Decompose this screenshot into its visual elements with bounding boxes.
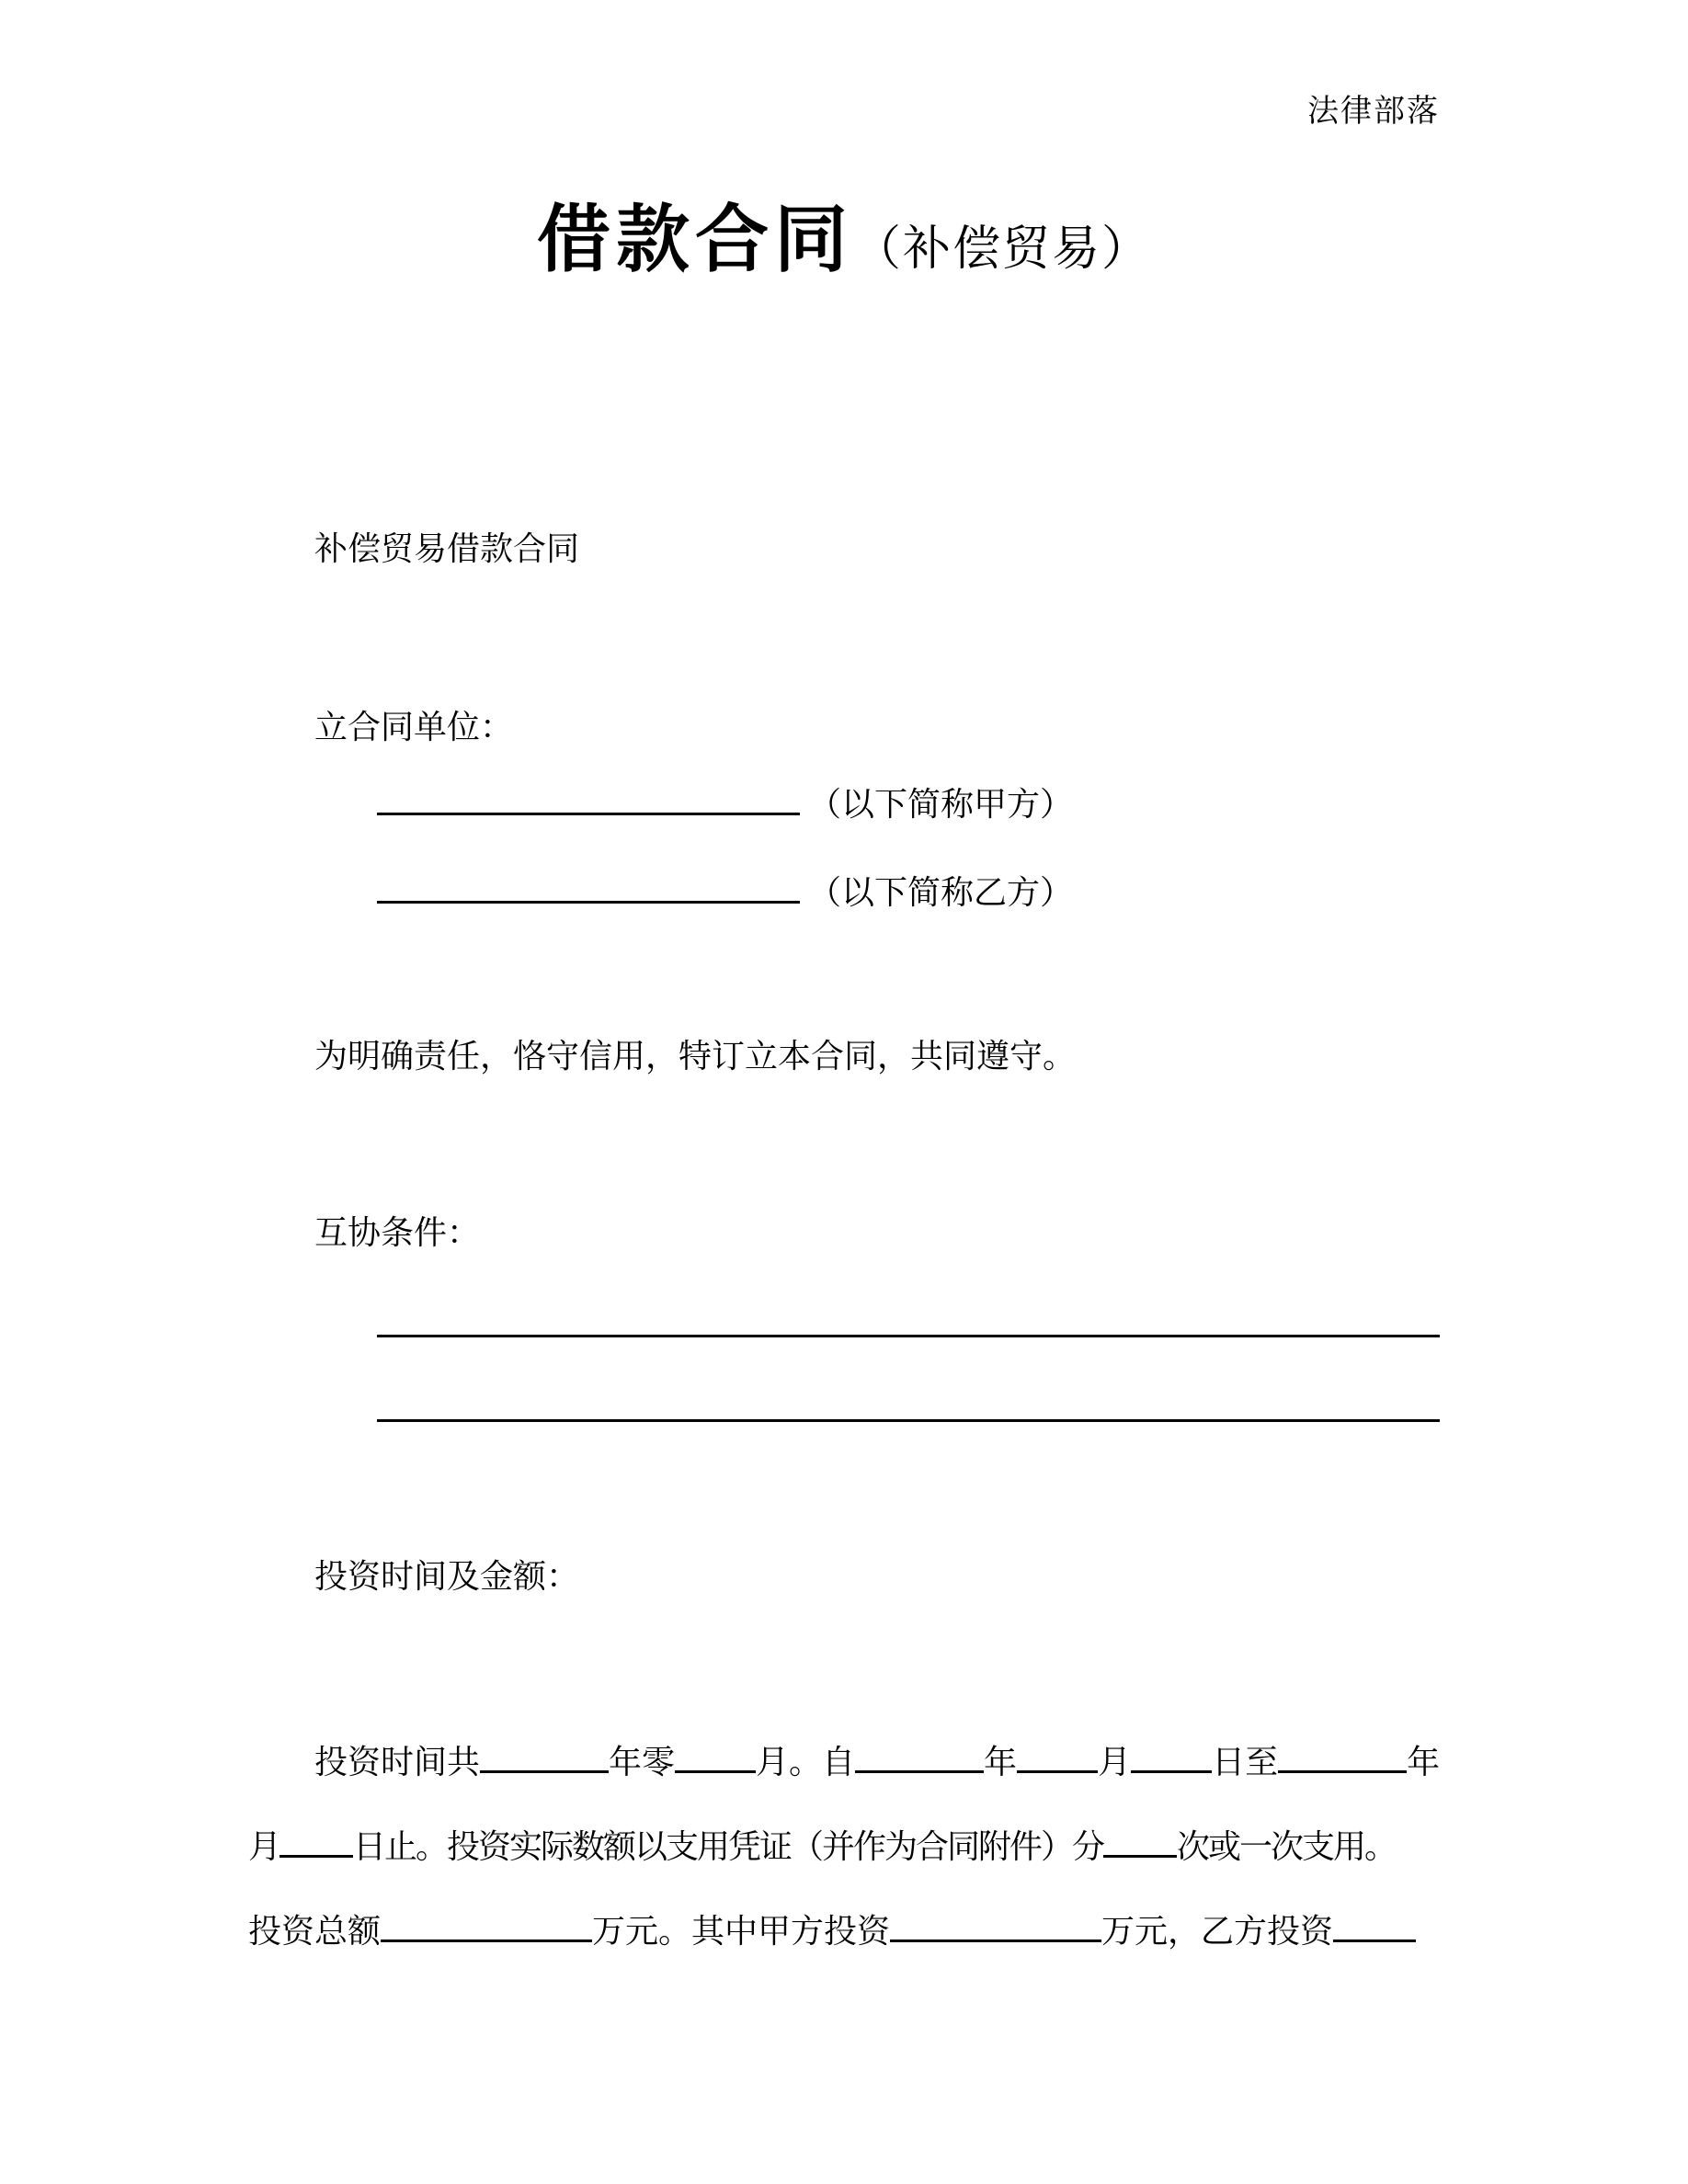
mutual-terms-label: 互协条件：: [314, 1214, 481, 1251]
brand-watermark: 法律部落: [1307, 95, 1440, 129]
fill-in-blank: [1131, 1737, 1212, 1773]
text-segment: 年零: [609, 1744, 676, 1780]
text-segment: 日止。投资实际数额以支用凭证（并作为合同附件）分: [353, 1828, 1104, 1865]
fill-in-blank: [1333, 1906, 1416, 1942]
fill-in-blank: [377, 779, 800, 815]
document-title: [0, 180, 1688, 286]
text-segment: 日至: [1212, 1744, 1279, 1780]
text-segment: 月: [248, 1828, 280, 1865]
text-segment: 投资总额: [248, 1913, 382, 1950]
investment-paragraph-line-1: [248, 1737, 1440, 1784]
fill-in-blank: [279, 1822, 353, 1858]
text-segment: 月。自: [756, 1744, 856, 1780]
fill-in-blank: [1278, 1737, 1407, 1773]
text-segment: 万元。其中甲方投资: [592, 1913, 891, 1950]
fill-in-blank: [480, 1737, 609, 1773]
text-segment: （以下简称甲方）: [800, 786, 1074, 823]
investment-paragraph-line-2: [248, 1822, 1440, 1869]
text-segment: 次或一次支用。: [1177, 1828, 1397, 1865]
fill-in-blank: [377, 868, 800, 904]
purpose-clause: 为明确责任，恪守信用，特订立本合同，共同遵守。: [314, 1038, 1077, 1075]
investment-paragraph-line-3: [248, 1906, 1440, 1953]
document-subtitle: 补偿贸易借款合同: [314, 530, 580, 567]
document-title-paren: （补偿贸易）: [852, 223, 1151, 276]
investment-section-label: 投资时间及金额：: [314, 1558, 580, 1595]
mutual-terms-blank-line-1: [377, 1335, 1440, 1337]
document-title-main: 借款合同: [536, 199, 853, 280]
fill-in-blank: [1103, 1822, 1177, 1858]
text-segment: 年: [984, 1744, 1018, 1780]
fill-in-blank: [381, 1906, 592, 1942]
fill-in-blank: [675, 1737, 756, 1773]
parties-section-label: 立合同单位：: [314, 709, 514, 745]
party-b-line: [248, 868, 1568, 915]
text-segment: 月: [1098, 1744, 1132, 1780]
fill-in-blank: [855, 1737, 984, 1773]
text-segment: 万元，乙方投资: [1101, 1913, 1334, 1950]
text-segment: 年: [1407, 1744, 1441, 1780]
party-a-line: [248, 779, 1568, 826]
fill-in-blank: [1017, 1737, 1098, 1773]
fill-in-blank: [890, 1906, 1101, 1942]
mutual-terms-blank-line-2: [377, 1419, 1440, 1422]
text-segment: 投资时间共: [314, 1744, 481, 1780]
text-segment: （以下简称乙方）: [800, 874, 1074, 911]
